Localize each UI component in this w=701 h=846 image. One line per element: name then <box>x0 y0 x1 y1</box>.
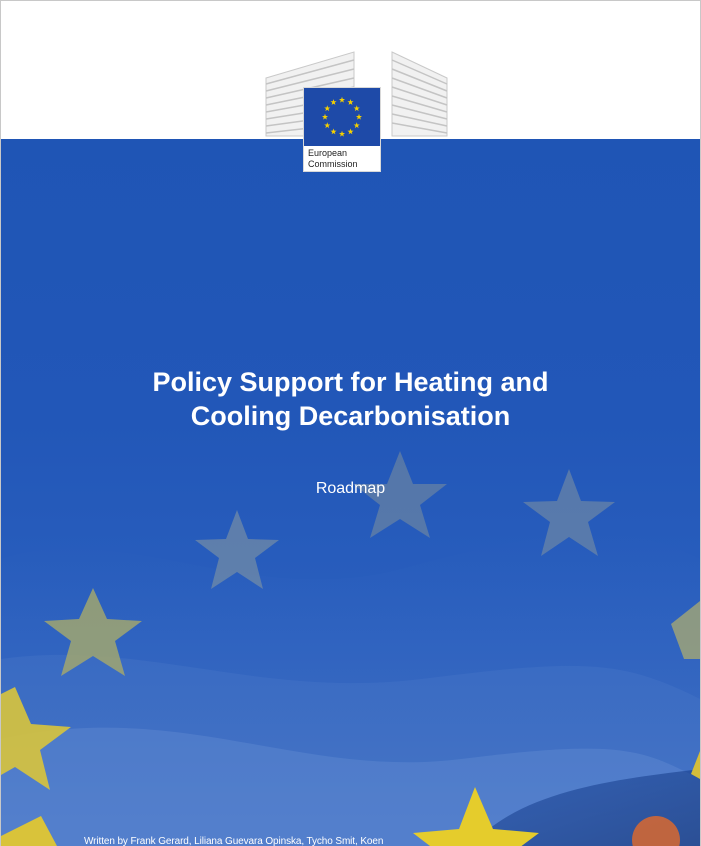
page-border-top <box>0 0 701 1</box>
report-title-line1: Policy Support for Heating and <box>152 367 549 397</box>
logo-org-line1: European <box>308 148 348 158</box>
report-authors: Written by Frank Gerard, Liliana Guevara Opinska, Tycho Smit, Koen <box>84 836 384 846</box>
report-subtitle: Roadmap <box>315 480 386 497</box>
european-commission-logo <box>262 50 452 174</box>
eu-flag-icon <box>304 88 380 146</box>
logo-org-line2: Commission <box>308 159 358 169</box>
logo-box <box>303 87 381 172</box>
logo-org-name <box>308 148 378 170</box>
report-title <box>60 365 641 433</box>
report-title-line2: Cooling Decarbonisation <box>190 401 511 431</box>
page-border-left <box>0 0 1 846</box>
